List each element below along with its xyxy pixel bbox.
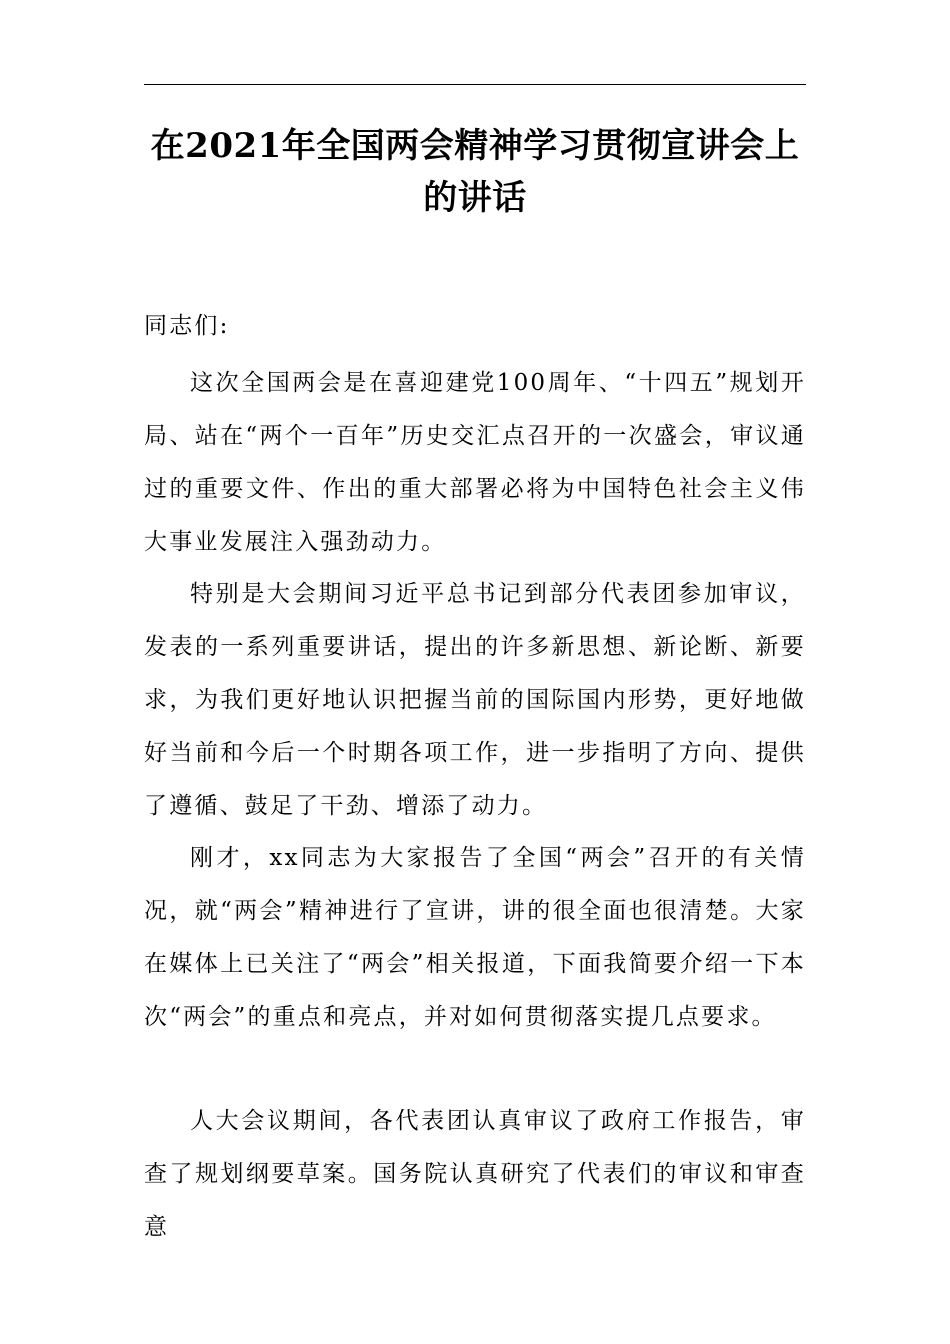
header-rule — [144, 84, 806, 85]
title-line-1: 在2021年全国两会精神学习贯彻宣讲会上 — [150, 126, 800, 166]
salutation: 同志们: — [144, 313, 230, 339]
paragraph-2: 特别是大会期间习近平总书记到部分代表团参加审议，发表的一系列重要讲话，提出的许多新思想、新论断、新要求，为我们更好地认识把握当前的国际国内形势，更好地做好当前和今后一个时期各项工作，进一步指明了方向、提供了遵循、鼓足了干劲、增添了动力。 — [144, 581, 806, 819]
paragraph-4: 人大会议期间，各代表团认真审议了政府工作报告，审查了规划纲要草案。国务院认真研究了代表们的审议和审查意 — [144, 1108, 806, 1240]
paragraph-3: 刚才，xx同志为大家报告了全国“两会”召开的有关情况，就“两会”精神进行了宣讲，讲的很全面也很清楚。大家在媒体上已关注了“两会”相关报道，下面我简要介绍一下本次“两会”的重点和亮点，并对如何贯彻落实提几点要求。 — [144, 845, 806, 1030]
paragraph-1: 这次全国两会是在喜迎建党100周年、“十四五”规划开局、站在“两个一百年”历史交汇点召开的一次盛会，审议通过的重要文件、作出的重大部署必将为中国特色社会主义伟大事业发展注入强劲动力。 — [144, 370, 806, 555]
title-line-2: 的讲话 — [423, 178, 527, 218]
document-title — [144, 120, 806, 224]
